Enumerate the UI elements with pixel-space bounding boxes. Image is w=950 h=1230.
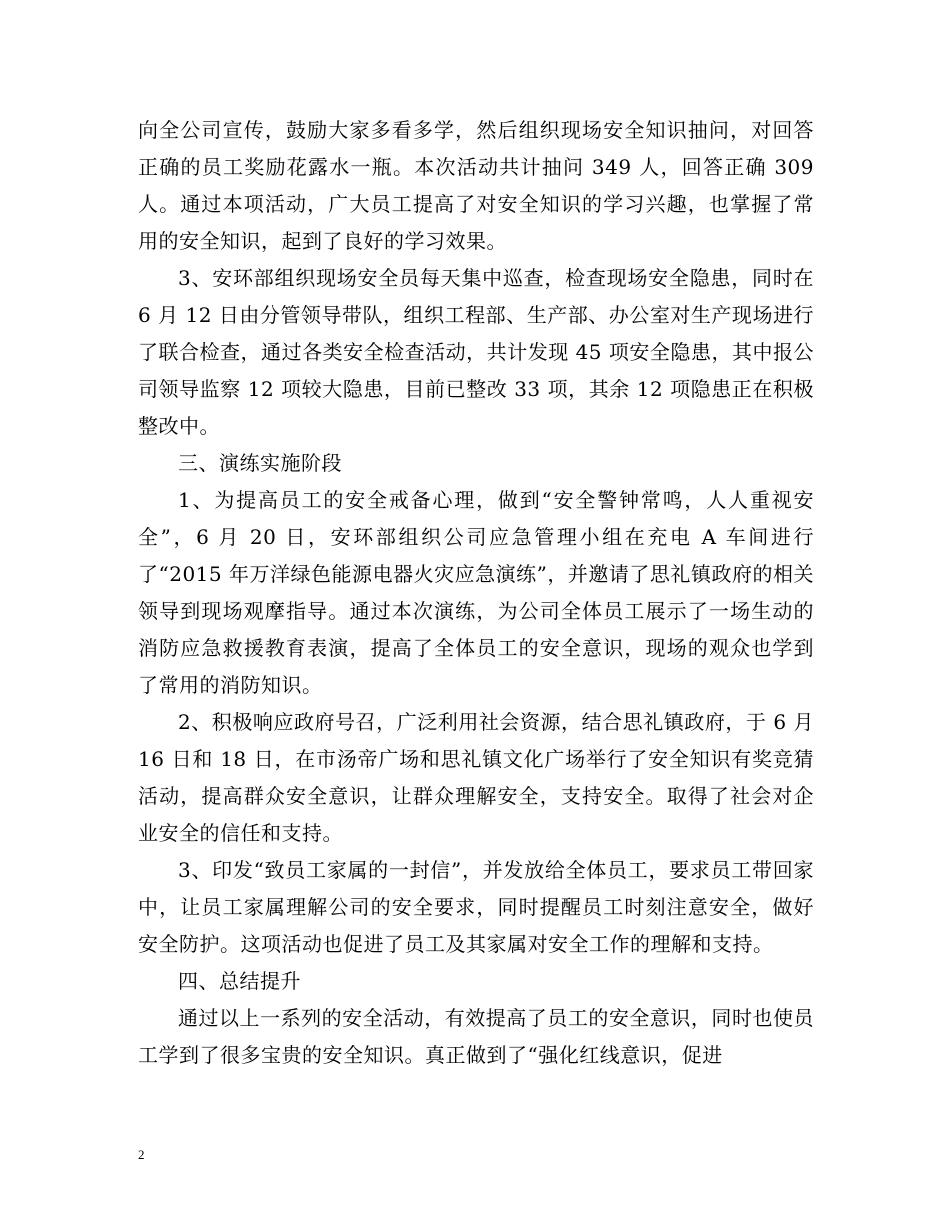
section-heading-drill: 三、演练实施阶段 <box>178 451 342 475</box>
paragraph-continuation: 向全公司宣传，鼓励大家多看多学，然后组织现场安全知识抽问，对回答正确的员工奖励花露水一瓶。本次活动共计抽问 349 人，回答正确 309 人。通过本项活动，广大员工提高了对安全知识的学习兴趣，也掌握了常用的安全知识，起到了良好的学习效果。 <box>138 118 814 253</box>
document-body <box>138 112 814 1074</box>
paragraph-summary: 通过以上一系列的安全活动，有效提高了员工的安全意识，同时也使员工学到了很多宝贵的安全知识。真正做到了“强化红线意识，促进 <box>138 1006 814 1067</box>
paragraph-quiz-event: 2、积极响应政府号召，广泛利用社会资源，结合思礼镇政府，于 6 月 16 日和 18 日，在市汤帝广场和思礼镇文化广场举行了安全知识有奖竞猜活动，提高群众安全意识，让群众理解安全，支持安全。取得了社会对企业安全的信任和支持。 <box>138 710 814 845</box>
paragraph-inspection: 3、安环部组织现场安全员每天集中巡查，检查现场安全隐患，同时在 6 月 12 日由分管领导带队，组织工程部、生产部、办公室对生产现场进行了联合检查，通过各类安全检查活动，共计发现 45 项安全隐患，其中报公司领导监察 12 项较大隐患，目前已整改 33 项，其余 12 项隐患正在积极整改中。 <box>138 266 814 438</box>
paragraph-family-letter: 3、印发“致员工家属的一封信”，并发放给全体员工，要求员工带回家中，让员工家属理解公司的安全要求，同时提醒员工时刻注意安全，做好安全防护。这项活动也促进了员工及其家属对安全工作的理解和支持。 <box>138 858 814 956</box>
paragraph-fire-drill: 1、为提高员工的安全戒备心理，做到“安全警钟常鸣，人人重视安全”，6 月 20 日，安环部组织公司应急管理小组在充电 A 车间进行了“2015 年万洋绿色能源电器火灾应急演练”，并邀请了思礼镇政府的相关领导到现场观摩指导。通过本次演练，为公司全体员工展示了一场生动的消防应急救援教育表演，提高了全体员工的安全意识，现场的观众也学到了常用的消防知识。 <box>138 488 814 697</box>
section-heading-summary: 四、总结提升 <box>178 969 301 993</box>
page-number: 2 <box>138 1147 145 1162</box>
